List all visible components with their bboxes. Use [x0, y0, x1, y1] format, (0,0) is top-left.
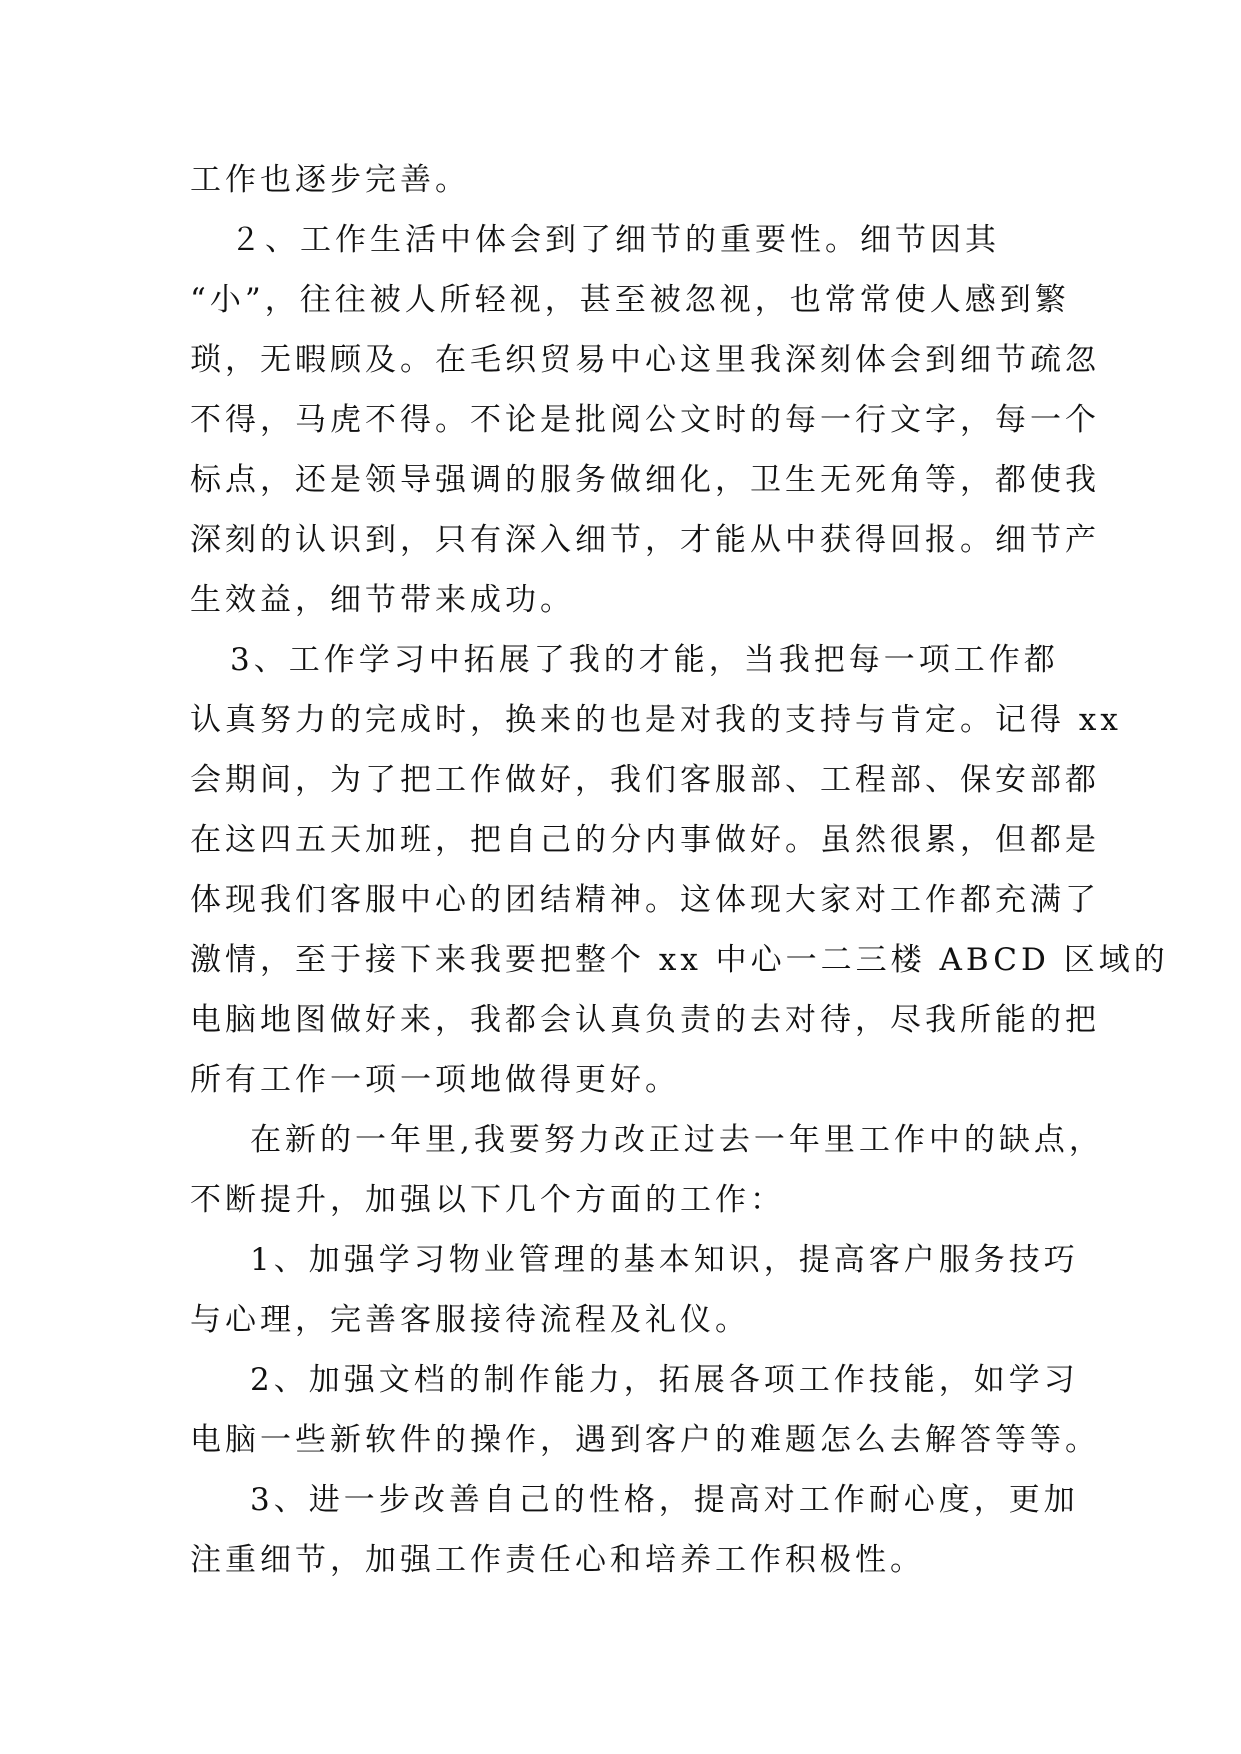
text-line: 在新的一年里,我要努力改正过去一年里工作中的缺点， — [250, 1122, 1104, 1158]
document-body — [190, 150, 1169, 1590]
text-line: 电脑地图做好来，我都会认真负责的去对待，尽我所能的把 — [190, 1002, 1100, 1038]
text-line: ２、工作生活中体会到了细节的重要性。细节因其 — [230, 222, 1000, 258]
text-line: 2、加强文档的制作能力，拓展各项工作技能，如学习 — [250, 1362, 1079, 1398]
text-line: 深刻的认识到，只有深入细节，才能从中获得回报。细节产 — [190, 522, 1100, 558]
text-line: 琐，无暇顾及。在毛织贸易中心这里我深刻体会到细节疏忽 — [190, 342, 1100, 378]
text-line: 工作也逐步完善。 — [190, 162, 470, 198]
text-line: 不得，马虎不得。不论是批阅公文时的每一行文字，每一个 — [190, 402, 1100, 438]
text-line: “小”，往往被人所轻视，甚至被忽视，也常常使人感到繁 — [190, 282, 1070, 318]
text-line: 会期间，为了把工作做好，我们客服部、工程部、保安部都 — [190, 762, 1100, 798]
text-line: 激情，至于接下来我要把整个 xx 中心一二三楼 ABCD 区域的 — [190, 942, 1169, 978]
text-line: 不断提升，加强以下几个方面的工作： — [190, 1182, 785, 1218]
text-line: 与心理，完善客服接待流程及礼仪。 — [190, 1302, 750, 1338]
text-line: 注重细节，加强工作责任心和培养工作积极性。 — [190, 1542, 925, 1578]
text-line: 所有工作一项一项地做得更好。 — [190, 1062, 680, 1098]
text-line: 认真努力的完成时，换来的也是对我的支持与肯定。记得 xx — [190, 702, 1122, 738]
text-line: 标点，还是领导强调的服务做细化，卫生无死角等，都使我 — [190, 462, 1100, 498]
text-line: 3、进一步改善自己的性格，提高对工作耐心度，更加 — [250, 1482, 1079, 1518]
text-line: 3、工作学习中拓展了我的才能，当我把每一项工作都 — [230, 642, 1059, 678]
text-line: 生效益，细节带来成功。 — [190, 582, 575, 618]
text-line: 1、加强学习物业管理的基本知识，提高客户服务技巧 — [250, 1242, 1079, 1278]
text-line: 在这四五天加班，把自己的分内事做好。虽然很累，但都是 — [190, 822, 1100, 858]
text-line: 体现我们客服中心的团结精神。这体现大家对工作都充满了 — [190, 882, 1100, 918]
text-line: 电脑一些新软件的操作，遇到客户的难题怎么去解答等等。 — [190, 1422, 1100, 1458]
